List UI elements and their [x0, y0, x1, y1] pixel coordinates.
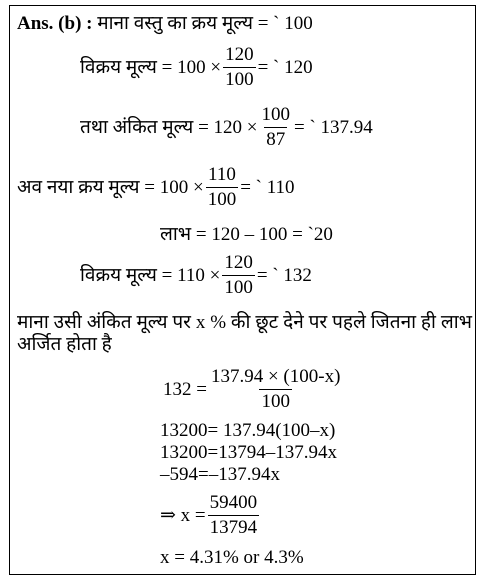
xf-left: ⇒ x =: [160, 504, 206, 526]
sp-numerator: 120: [225, 44, 254, 65]
mp-denominator: 87: [266, 129, 286, 150]
sp-fraction: [223, 44, 256, 91]
de-left: 132 =: [163, 378, 207, 400]
mp-numerator: 100: [261, 104, 290, 125]
xf-fraction: [208, 492, 260, 539]
nsp-fraction: [222, 252, 255, 299]
new-selling-price-equation: [80, 252, 312, 299]
step-equation-1: 13200= 137.94(100–x): [160, 420, 336, 441]
xf-denominator: 13794: [209, 517, 258, 538]
nsp-denominator: 100: [224, 277, 253, 298]
de-numerator: 137.94 × (100-x): [210, 366, 341, 387]
discount-equation: [163, 366, 344, 413]
marked-price-equation: [80, 104, 373, 151]
profit-equation: लाभ = 120 – 100 = `20: [160, 224, 333, 245]
de-fraction: [209, 366, 342, 413]
ncp-left: अव नया क्रय मूल्य = 100 ×: [17, 176, 204, 198]
ncp-result: = ` 110: [240, 176, 295, 198]
ncp-fraction: [206, 164, 239, 211]
new-cost-price-equation: [17, 164, 295, 211]
sp-result: = ` 120: [257, 56, 313, 78]
step-equation-3: –594=–137.94x: [160, 464, 280, 485]
assumption-paragraph: माना उसी अंकित मूल्य पर x % की छूट देने पर पहले जितना ही लाभ अर्जित होता है: [17, 312, 472, 355]
ncp-numerator: 110: [208, 164, 236, 185]
nsp-result: = ` 132: [256, 264, 312, 286]
mp-result: = ` 137.94: [294, 116, 373, 138]
answer-label: Ans. (b) :: [17, 13, 93, 34]
answer-line: [17, 13, 313, 35]
x-fraction-equation: [160, 492, 261, 539]
cost-price-statement: माना वस्तु का क्रय मूल्य = ` 100: [97, 13, 313, 34]
ncp-denominator: 100: [207, 189, 237, 210]
mp-left: तथा अंकित मूल्य = 120 ×: [80, 116, 258, 138]
mp-fraction: [260, 104, 293, 151]
step-equation-2: 13200=13794–137.94x: [160, 442, 337, 463]
selling-price-equation: [80, 44, 313, 91]
de-denominator: 100: [261, 391, 290, 412]
sp-denominator: 100: [225, 69, 254, 90]
nsp-left: विक्रय मूल्य = 110 ×: [80, 264, 221, 286]
sp-left: विक्रय मूल्य = 100 ×: [80, 56, 222, 78]
nsp-numerator: 120: [224, 252, 253, 273]
final-answer: x = 4.31% or 4.3%: [160, 547, 304, 568]
xf-numerator: 59400: [209, 492, 258, 513]
